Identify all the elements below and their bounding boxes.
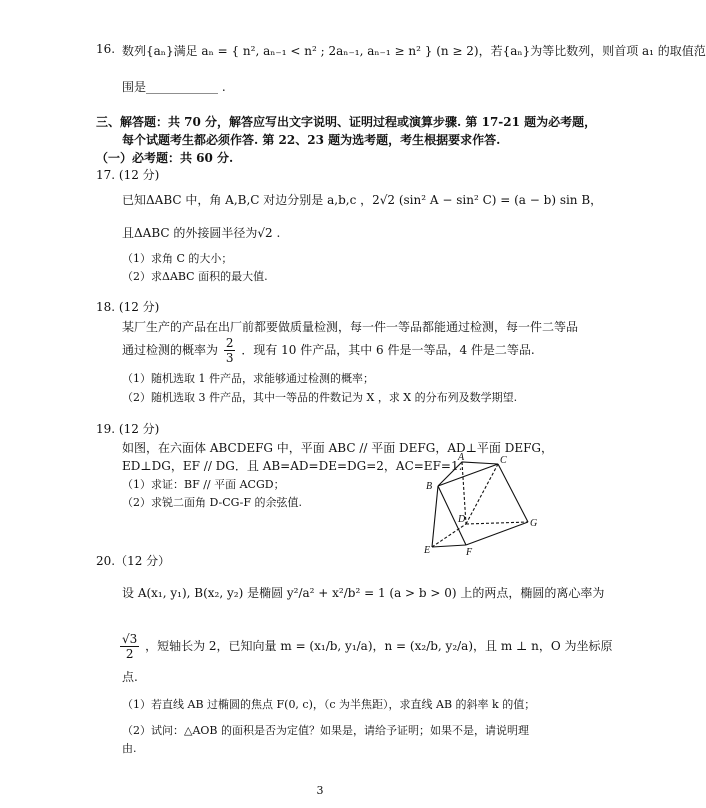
edge-cg (498, 464, 528, 522)
q18-line2-pre: 通过检测的概率为 (122, 343, 219, 357)
label-e: E (424, 545, 431, 556)
label-a: A (458, 452, 465, 463)
q18-frac-den: 3 (225, 351, 234, 365)
q16-number: 16. (96, 42, 116, 56)
q18-item2: （2）随机选取 3 件产品，其中一等品的件数记为 X ，求 X 的分布列及数学期望. (122, 391, 518, 404)
edge-be (432, 486, 438, 547)
q20-header: 20.（12 分） (96, 554, 171, 568)
q20-line3: 点. (122, 670, 138, 684)
label-f: F (466, 547, 473, 558)
q18-frac-num: 2 (225, 336, 234, 350)
q17-line1: 已知ΔABC 中，角 A,B,C 对边分别是 a,b,c ，2√2 (sin² A − sin² C) = (a − b) sin B， (122, 193, 603, 207)
q17-line2: 且ΔABC 的外接圆半径为√2 . (122, 226, 281, 240)
edge-dg (466, 522, 528, 524)
q20-line2 (118, 632, 613, 661)
q20-e-num: √3 (122, 632, 138, 646)
q18-line2 (122, 336, 535, 365)
q20-e-den: 2 (125, 647, 134, 661)
section3-line3: （一）必考题：共 60 分. (96, 151, 234, 165)
q16-line1: 数列{aₙ}满足 aₙ = { n², aₙ₋₁ < n² ; 2aₙ₋₁, aₙ₋₁ ≥ n² } (n ≥ 2)，若{aₙ}为等比数列，则首项 a₁ 的取值范 (122, 44, 706, 58)
edge-dc (466, 464, 498, 524)
q20-item2b: 由. (122, 742, 137, 755)
section3-line1: 三、解答题：共 70 分，解答应写出文字说明、证明过程或演算步骤. 第 17-21 题为必考题， (96, 115, 597, 129)
q20-item1: （1）若直线 AB 过椭圆的焦点 F(0, c)，（c 为半焦距），求直线 AB 的斜率 k 的值； (122, 698, 536, 711)
q16-line2: 围是____________ . (122, 80, 226, 94)
q20-line2-text: ，短轴长为 2，已知向量 m = (x₁/b, y₁/a)，n = (x₂/b, y₂/a)，且 m ⊥ n，O 为坐标原 (145, 639, 613, 653)
q17-item2: （2）求ΔABC 面积的最大值. (122, 270, 268, 283)
q18-header: 18. (12 分) (96, 300, 160, 314)
edge-ef (432, 545, 466, 547)
q19-line2: ED⊥DG，EF // DG．且 AB=AD=DE=DG=2，AC=EF=1. (122, 459, 463, 473)
q17-header: 17. (12 分) (96, 168, 160, 182)
q18-probability-fraction (224, 336, 236, 365)
q19-item1: （1）求证：BF // 平面 ACGD； (122, 478, 285, 491)
q18-line1: 某厂生产的产品在出厂前都要做质量检测，每一件一等品都能通过检测，每一件二等品 (122, 320, 579, 334)
q18-line2-post: ．现有 10 件产品，其中 6 件是一等品，4 件是二等品. (241, 343, 535, 357)
label-c: C (500, 455, 507, 466)
q20-eccentricity-fraction (120, 632, 139, 661)
q19-line1: 如图，在六面体 ABCDEFG 中，平面 ABC // 平面 DEFG，AD⊥平面 DEFG， (122, 441, 554, 455)
q20-item2a: （2）试问：△AOB 的面积是否为定值？如果是，请给予证明；如果不是，请说明理 (122, 724, 529, 737)
q17-item1: （1）求角 C 的大小； (122, 252, 233, 265)
q18-item1: （1）随机选取 1 件产品，求能够通过检测的概率； (122, 372, 374, 385)
q19-header: 19. (12 分) (96, 422, 160, 436)
page-number: 3 (316, 784, 324, 797)
label-b: B (426, 481, 433, 492)
label-d: D (458, 514, 466, 525)
q20-line1: 设 A(x₁, y₁), B(x₂, y₂) 是椭圆 y²/a² + x²/b² = 1 (a > b > 0) 上的两点，椭圆的离心率为 (122, 586, 605, 600)
q19-item2: （2）求锐二面角 D-CG-F 的余弦值. (122, 496, 302, 509)
top-face-abc (438, 462, 498, 486)
label-g: G (530, 518, 538, 529)
hexahedron-figure (420, 452, 560, 562)
edge-fg (466, 522, 528, 545)
section3-line2: 每个试题考生都必须作答. 第 22、23 题为选考题，考生根据要求作答. (122, 133, 501, 147)
